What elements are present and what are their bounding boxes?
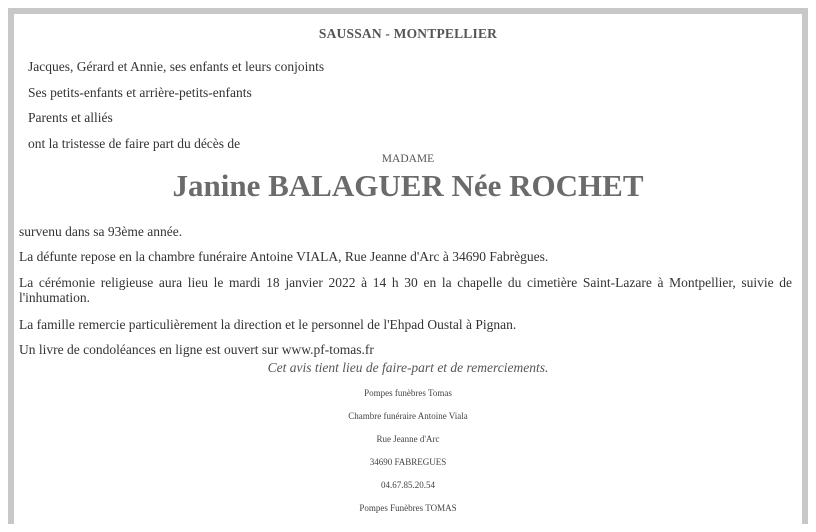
family-line: Jacques, Gérard et Annie, ses enfants et leurs conjoints [28,59,325,74]
footer-line: 04.67.85.20.54 [381,480,435,490]
family-line: Ses petits-enfants et arrière-petits-enfants [28,85,252,100]
deceased-name: Janine BALAGUER Née ROCHET [172,168,644,203]
footer-line: 34690 FABREGUES [369,457,447,467]
notice-paragraph: survenu dans sa 93ème année. [19,224,183,239]
deceased-title: MADAME [381,153,435,165]
notice-frame [8,8,808,524]
notice-location: SAUSSAN - MONTPELLIER [318,26,498,41]
footer-line: Rue Jeanne d'Arc [376,434,440,444]
family-line: ont la tristesse de faire part du décès de [28,136,241,151]
footer-line: Pompes funèbres Tomas [364,388,452,398]
family-line: Parents et alliés [28,110,113,125]
footer-line: Chambre funéraire Antoine Viala [348,411,468,421]
condolence-link-text: Un livre de condoléances en ligne est ouvert sur www.pf-tomas.fr [19,342,374,357]
closing-statement: Cet avis tient lieu de faire-part et de remerciements. [267,360,549,375]
notice-paragraph: La famille remercie particulièrement la direction et le personnel de l'Ehpad Oustal à Pignan. [19,317,517,332]
notice-paragraph: La défunte repose en la chambre funéraire Antoine VIALA, Rue Jeanne d'Arc à 34690 Fabrègues. [19,249,549,264]
notice-paragraph: La cérémonie religieuse aura lieu le mardi 18 janvier 2022 à 14 h 30 en la chapelle du cimetière Saint-Lazare à Montpellier, suivie de l'inhumation. [19,275,792,305]
notice-card [14,14,802,524]
footer-line: Pompes Funèbres TOMAS [359,503,457,513]
